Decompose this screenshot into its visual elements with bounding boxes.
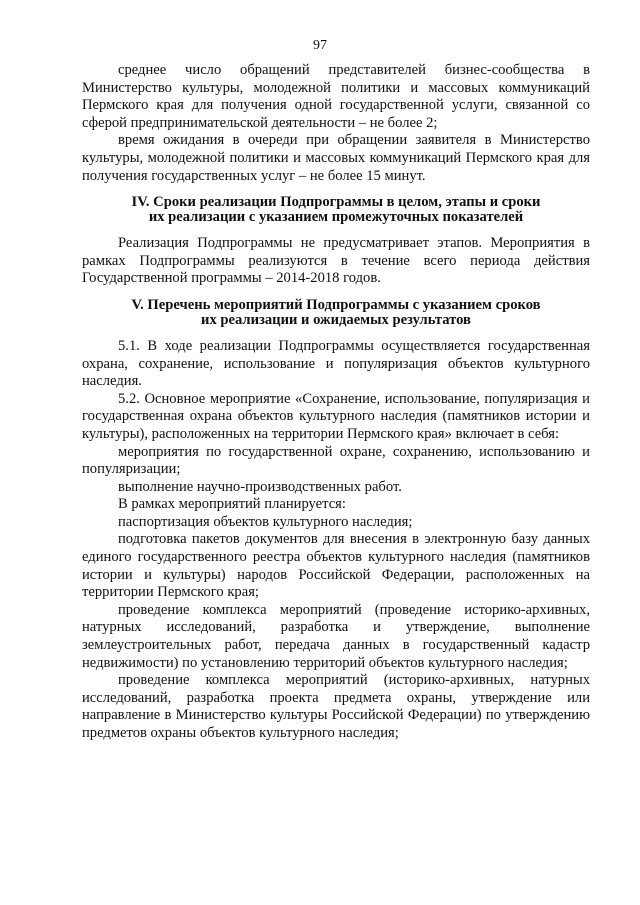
section-heading-v <box>82 298 590 328</box>
paragraph-business-appeals: среднее число обращений представителей бизнес-сообщества в Министерство культуры, молодежной политики и массовых коммуникаций Пермского края для получения одной государственной услуги, связанной со сферой предпринимательской деятельности – не более 2; <box>82 62 590 131</box>
document-body <box>82 62 590 743</box>
heading-line: их реализации и ожидаемых результатов <box>201 311 471 328</box>
paragraph-5-2: 5.2. Основное мероприятие «Сохранение, использование, популяризация и государственная охрана объектов культурного наследия (памятников истории и культуры), расположенных на территории Пермского края» включает в себя: <box>82 390 590 442</box>
page-number: 97 <box>313 38 327 53</box>
paragraph-waiting-time: время ожидания в очереди при обращении заявителя в Министерство культуры, молодежной политики и массовых коммуникаций Пермского края для получения государственных услуг – не более 15 минут. <box>82 132 590 184</box>
list-item-state-protection: мероприятия по государственной охране, сохранению, использованию и популяризации; <box>82 443 590 478</box>
list-item-scientific-works: выполнение научно-производственных работ. <box>118 478 402 495</box>
paragraph-planned: В рамках мероприятий планируется: <box>118 496 346 513</box>
list-item-certification: паспортизация объектов культурного наследия; <box>118 513 413 530</box>
list-item-registry-documents: подготовка пакетов документов для внесения в электронную базу данных единого государственного реестра объектов культурного наследия (памятников истории и культуры) народов Российской Федерации, расположенных на территории Пермского края; <box>82 531 590 601</box>
section-heading-iv <box>82 195 590 225</box>
heading-line: IV. Сроки реализации Подпрограммы в целом, этапы и сроки <box>131 194 541 211</box>
list-item-protection-subjects: проведение комплекса мероприятий (историко-архивных, натурных исследований, разработка проекта предмета охраны, утверждение или направление в Министерство культуры Российской Федерации) по утверждению предметов охраны объектов культурного наследия; <box>82 672 590 741</box>
paragraph-implementation-stages: Реализация Подпрограммы не предусматривает этапов. Мероприятия в рамках Подпрограммы реализуются в течение всего периода действия Государственной программы – 2014-2018 годов. <box>82 235 590 287</box>
list-item-territory-measures: проведение комплекса мероприятий (проведение историко-архивных, натурных исследований, разработка и утверждение, выполнение землеустроительных работ, передача данных в государственный кадастр недвижимости) по установлению территорий объектов культурного наследия; <box>82 601 590 671</box>
paragraph-5-1: 5.1. В ходе реализации Подпрограммы осуществляется государственная охрана, сохранение, использование и популяризация объектов культурного наследия. <box>82 337 590 390</box>
heading-line: их реализации с указанием промежуточных показателей <box>148 209 524 226</box>
heading-line: V. Перечень мероприятий Подпрограммы с указанием сроков <box>131 296 541 313</box>
